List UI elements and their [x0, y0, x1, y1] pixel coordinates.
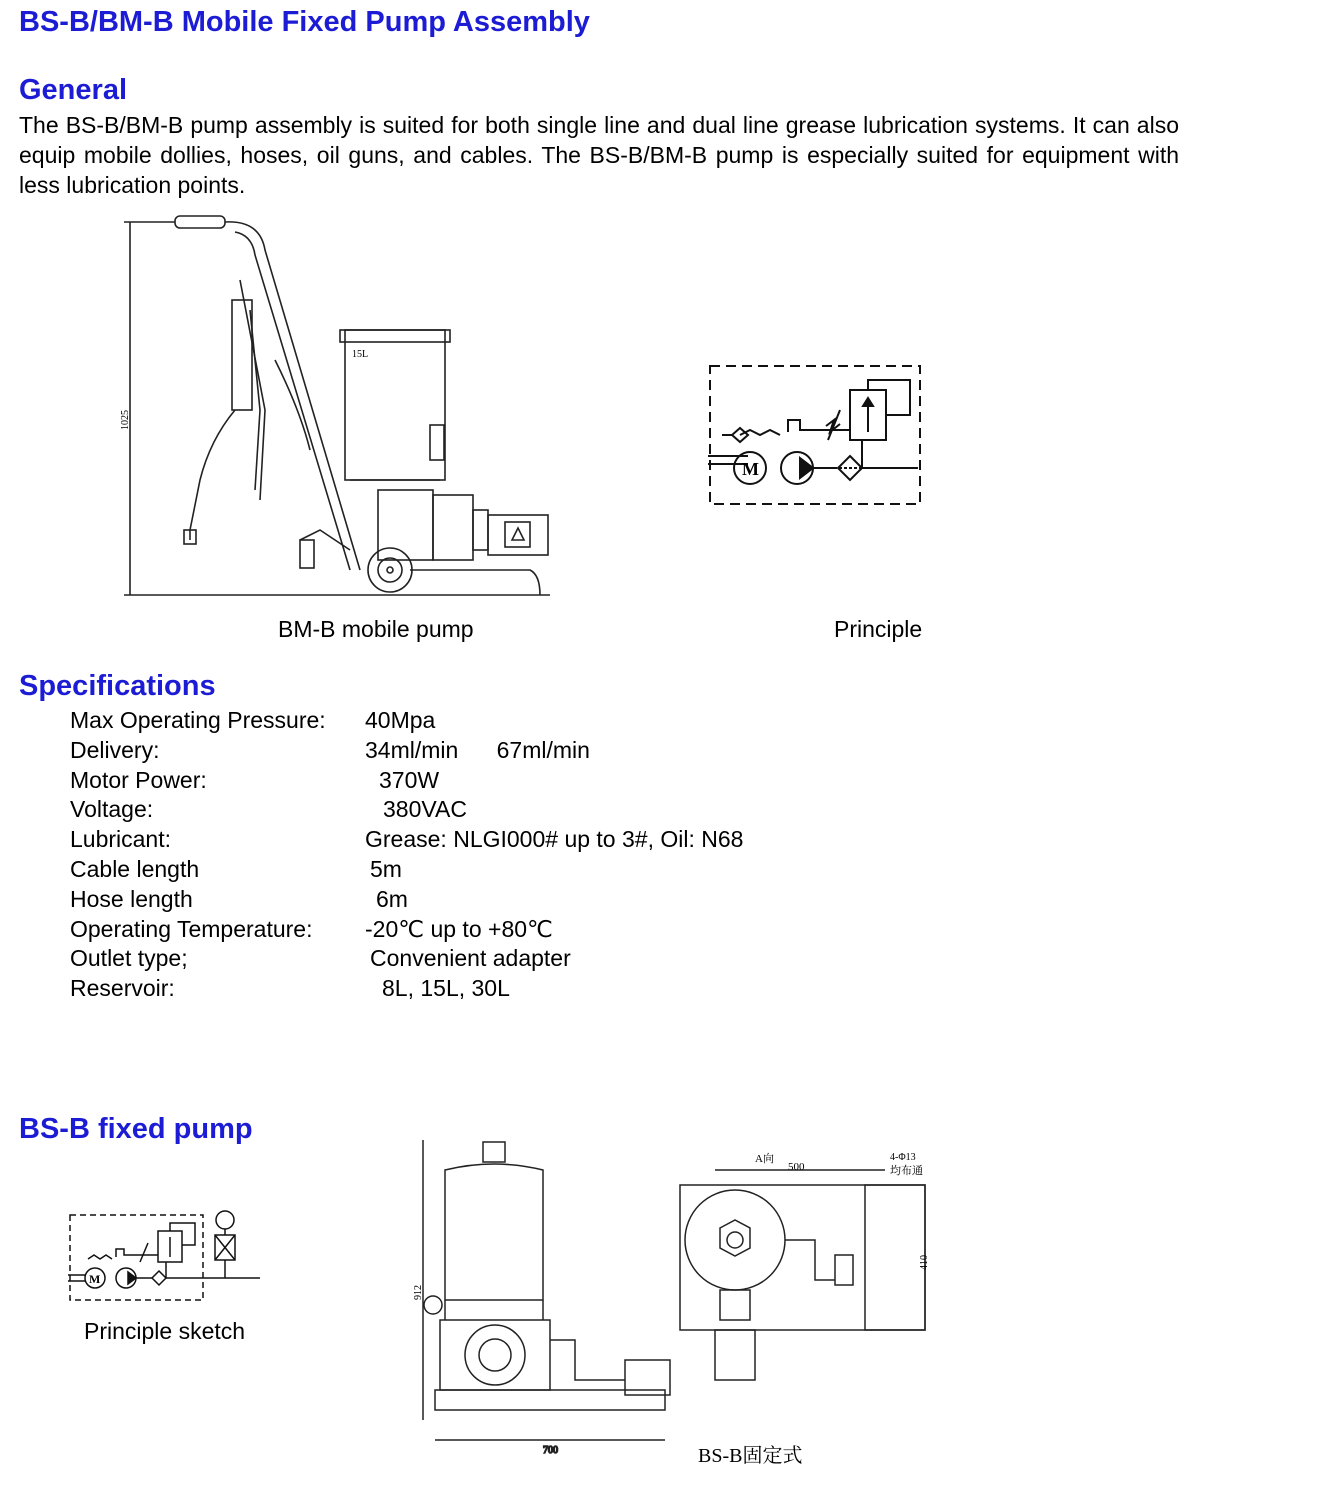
fixed-hole-note: 均布通	[890, 1165, 923, 1177]
spec-label: Reservoir:	[70, 975, 175, 1002]
principle-motor-symbol: M	[742, 459, 759, 479]
spec-label: Hose length	[70, 885, 193, 912]
section-heading-fixed-pump: BS-B fixed pump	[19, 1113, 253, 1145]
spec-value: 6m	[376, 885, 408, 912]
fixed-drawing-caption: BS-B固定式	[698, 1445, 803, 1467]
section-heading-specifications: Specifications	[19, 670, 216, 702]
mobile-pump-caption: BM-B mobile pump	[278, 616, 474, 642]
page-title: BS-B/BM-B Mobile Fixed Pump Assembly	[19, 6, 590, 38]
spec-value: 370W	[379, 766, 440, 793]
fixed-depth-label: 410	[919, 1255, 930, 1270]
sketch-motor-symbol: M	[89, 1272, 101, 1286]
spec-label: Motor Power:	[70, 766, 207, 793]
general-description: The BS-B/BM-B pump assembly is suited for both single line and dual line grease lubrication systems. It can also equip mobile dollies, hoses, oil guns, and cables. The BS-B/BM-B pump is especially suited for equipment with less lubrication points.	[19, 112, 1179, 198]
spec-value: Grease: NLGI000# up to 3#, Oil: N68	[365, 826, 744, 853]
fixed-height-label: 912	[413, 1285, 424, 1300]
mobile-height-label: 1025	[120, 410, 131, 430]
spec-label: Lubricant:	[70, 826, 172, 853]
fixed-width-label: 500	[788, 1161, 805, 1173]
spec-value: 8L, 15L, 30L	[382, 975, 510, 1002]
spec-label: Cable length	[70, 855, 200, 882]
principle-caption: Principle	[834, 616, 923, 642]
spec-value: 34ml/min 67ml/min	[365, 736, 590, 763]
spec-value: -20℃ up to +80℃	[365, 915, 553, 942]
principle-schematic	[700, 360, 950, 515]
section-heading-general: General	[19, 74, 127, 106]
fixed-length-label: 700	[543, 1445, 558, 1456]
fixed-pump-drawing	[415, 1130, 1010, 1490]
spec-label: Delivery:	[70, 736, 160, 763]
spec-value: 5m	[370, 855, 402, 882]
fixed-hole-label: 4-Φ13	[890, 1152, 916, 1163]
spec-value: 40Mpa	[365, 707, 436, 733]
spec-label: Max Operating Pressure:	[70, 707, 326, 733]
mobile-reservoir-label: 15L	[352, 349, 369, 360]
principle-sketch-caption: Principle sketch	[84, 1318, 246, 1344]
spec-value: 380VAC	[383, 796, 467, 823]
fixed-a-view-label: A向	[755, 1153, 774, 1165]
principle-sketch	[60, 1205, 275, 1307]
mobile-pump-drawing	[60, 210, 600, 610]
spec-label: Outlet type;	[70, 945, 188, 972]
spec-label: Voltage:	[70, 796, 154, 823]
spec-label: Operating Temperature:	[70, 915, 313, 942]
spec-value: Convenient adapter	[370, 945, 571, 972]
